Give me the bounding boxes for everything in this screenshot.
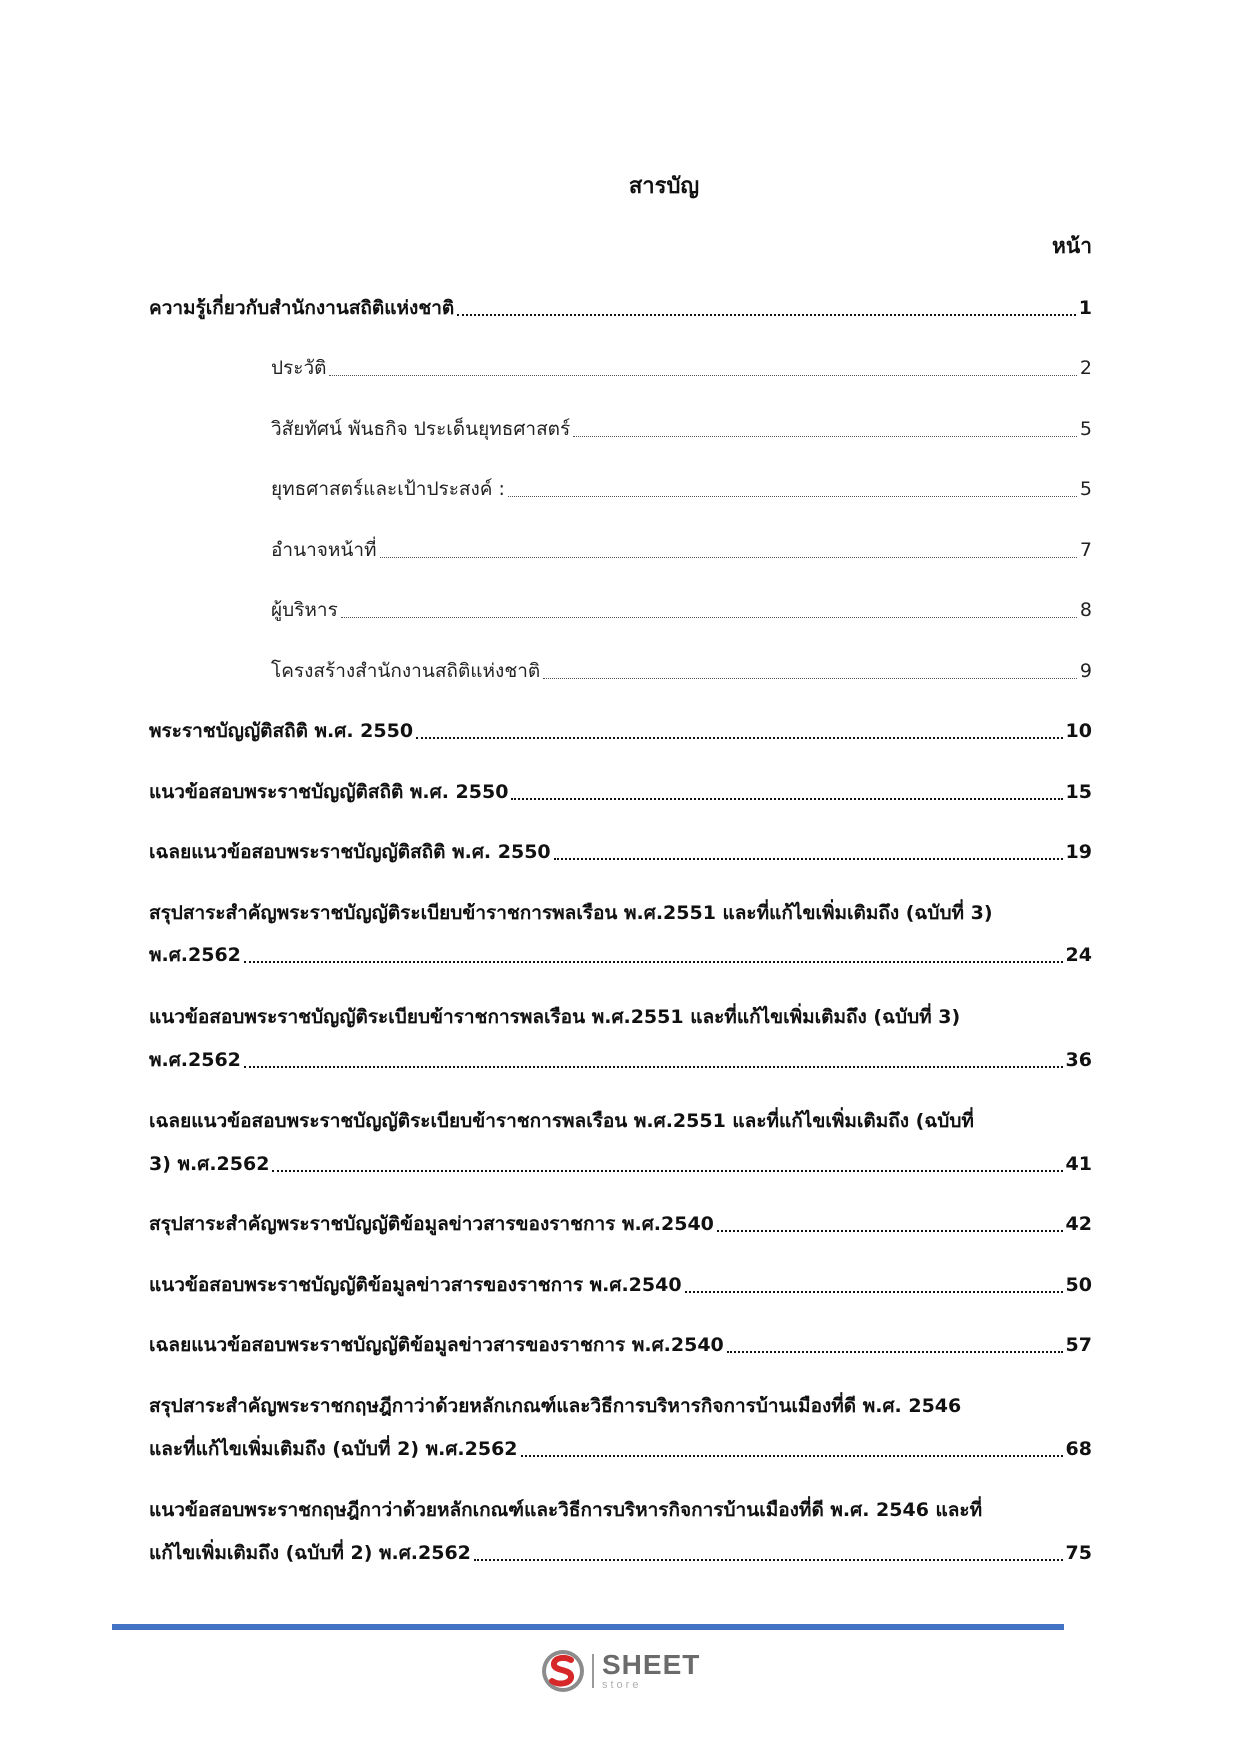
toc-entry-line1 (149, 898, 1092, 928)
toc-entry (149, 837, 1092, 867)
toc-entry-line1 (149, 1106, 1092, 1136)
dot-leader (685, 1270, 1063, 1293)
dot-leader (380, 535, 1077, 558)
toc-entry-line1 (149, 1002, 1092, 1032)
toc-entry-label: สรุปสาระสำคัญพระราชบัญญัติข้อมูลข่าวสารของราชการ พ.ศ.2540 (149, 1213, 714, 1235)
dot-leader (272, 1149, 1062, 1172)
toc-entry-line2 (149, 1434, 1092, 1464)
toc-entry-label: วิสัยทัศน์ พันธกิจ ประเด็นยุทธศาสตร์ (271, 418, 571, 440)
toc-entry-label: เฉลยแนวข้อสอบพระราชบัญญัติสถิติ พ.ศ. 2550 (149, 841, 551, 863)
toc-entry-line2 (149, 940, 1092, 970)
toc-entry-continuation: และที่แก้ไขเพิ่มเติมถึง (ฉบับที่ 2) พ.ศ.2562 (149, 1438, 518, 1460)
dot-leader (474, 1538, 1063, 1561)
toc-entry-continuation: 3) พ.ศ.2562 (149, 1153, 270, 1175)
toc-entry-continuation: พ.ศ.2562 (149, 1049, 241, 1071)
dot-leader (244, 1045, 1063, 1068)
dot-leader (508, 474, 1077, 497)
toc-entry-label: พระราชบัญญัติสถิติ พ.ศ. 2550 (149, 720, 414, 742)
toc-entry-label: สรุปสาระสำคัญพระราชกฤษฎีกาว่าด้วยหลักเกณฑ์และวิธีการบริหารกิจการบ้านเมืองที่ดี พ.ศ. 2546 (149, 1395, 962, 1417)
toc-entry-label: สรุปสาระสำคัญพระราชบัญญัติระเบียบข้าราชการพลเรือน พ.ศ.2551 และที่แก้ไขเพิ่มเติมถึง (ฉบับที่ 3) (149, 902, 993, 924)
toc-subentry (271, 414, 1092, 444)
logo-wordmark (602, 1651, 700, 1691)
page-title: สารบัญ (628, 174, 700, 199)
page-column-header: หน้า (1052, 234, 1092, 258)
dot-leader (457, 293, 1076, 316)
toc-subentry (271, 474, 1092, 504)
dot-leader (329, 353, 1076, 376)
dot-leader (511, 777, 1062, 800)
dot-leader (416, 716, 1062, 739)
toc-page-number: 24 (1065, 944, 1092, 966)
toc-entry-label: ยุทธศาสตร์และเป้าประสงค์ : (271, 478, 505, 500)
toc-entry-line1 (149, 1391, 1092, 1421)
toc-page-number: 9 (1079, 660, 1092, 682)
dot-leader (727, 1330, 1063, 1353)
toc-page-number: 15 (1065, 781, 1092, 803)
toc-entry-label: อำนาจหน้าที่ (271, 539, 377, 561)
toc-page-number: 68 (1065, 1438, 1092, 1460)
toc-page-number: 2 (1079, 357, 1092, 379)
toc-entry-label: แนวข้อสอบพระราชบัญญัติข้อมูลข่าวสารของราชการ พ.ศ.2540 (149, 1274, 682, 1296)
dot-leader (543, 656, 1077, 679)
footer-rule (112, 1624, 1064, 1630)
toc-entry-label: เฉลยแนวข้อสอบพระราชบัญญัติข้อมูลข่าวสารของราชการ พ.ศ.2540 (149, 1334, 724, 1356)
toc-entry-label: เฉลยแนวข้อสอบพระราชบัญญัติระเบียบข้าราชการพลเรือน พ.ศ.2551 และที่แก้ไขเพิ่มเติมถึง (ฉบับที่ (149, 1110, 974, 1132)
toc-entry-line1 (149, 1495, 1092, 1525)
toc-entry (149, 716, 1092, 746)
toc-entry-continuation: แก้ไขเพิ่มเติมถึง (ฉบับที่ 2) พ.ศ.2562 (149, 1542, 471, 1564)
dot-leader (717, 1209, 1063, 1232)
toc-entry-label: แนวข้อสอบพระราชกฤษฎีกาว่าด้วยหลักเกณฑ์และวิธีการบริหารกิจการบ้านเมืองที่ดี พ.ศ. 2546 และที่ (149, 1499, 983, 1521)
dot-leader (573, 414, 1077, 437)
sheet-store-s-icon (540, 1648, 586, 1694)
toc-page-number: 1 (1078, 297, 1092, 319)
toc-entry-continuation: พ.ศ.2562 (149, 944, 241, 966)
toc-entry (149, 1209, 1092, 1239)
toc-entry-line2 (149, 1149, 1092, 1179)
toc-page-number: 5 (1079, 478, 1092, 500)
toc-entry-label: แนวข้อสอบพระราชบัญญัติสถิติ พ.ศ. 2550 (149, 781, 509, 803)
toc-page-number: 10 (1065, 720, 1092, 742)
toc-entry (149, 1330, 1092, 1360)
toc-subentry (271, 535, 1092, 565)
toc-subentry (271, 656, 1092, 686)
dot-leader (554, 837, 1063, 860)
toc-entry-line2 (149, 1538, 1092, 1568)
dot-leader (521, 1434, 1063, 1457)
toc-subentry (271, 595, 1092, 625)
toc-page-number: 42 (1065, 1213, 1092, 1235)
logo-separator (592, 1654, 594, 1688)
dot-leader (341, 595, 1077, 618)
toc-page-number: 75 (1065, 1542, 1092, 1564)
toc-entry (149, 293, 1092, 323)
toc-subentry (271, 353, 1092, 383)
toc-page-number: 36 (1065, 1049, 1092, 1071)
toc-page-number: 41 (1065, 1153, 1092, 1175)
toc-entry-label: ผู้บริหาร (271, 599, 338, 621)
logo-sub-text: store (602, 1679, 642, 1691)
toc-page-number: 57 (1065, 1334, 1092, 1356)
toc-page-number: 8 (1079, 599, 1092, 621)
toc-page-number: 19 (1065, 841, 1092, 863)
footer-logo (540, 1646, 710, 1696)
toc-entry-line2 (149, 1045, 1092, 1075)
logo-main-text: SHEET (602, 1649, 701, 1680)
toc-entry-label: ประวัติ (271, 357, 327, 379)
dot-leader (244, 940, 1063, 963)
toc-entry (149, 1270, 1092, 1300)
toc-entry (149, 777, 1092, 807)
toc-entry-label: ความรู้เกี่ยวกับสำนักงานสถิติแห่งชาติ (149, 297, 455, 319)
toc-page-number: 5 (1079, 418, 1092, 440)
toc-entry-label: แนวข้อสอบพระราชบัญญัติระเบียบข้าราชการพลเรือน พ.ศ.2551 และที่แก้ไขเพิ่มเติมถึง (ฉบับที่ 3) (149, 1006, 961, 1028)
toc-page-number: 50 (1065, 1274, 1092, 1296)
toc-entry-label: โครงสร้างสำนักงานสถิติแห่งชาติ (271, 660, 541, 682)
toc-page-number: 7 (1079, 539, 1092, 561)
